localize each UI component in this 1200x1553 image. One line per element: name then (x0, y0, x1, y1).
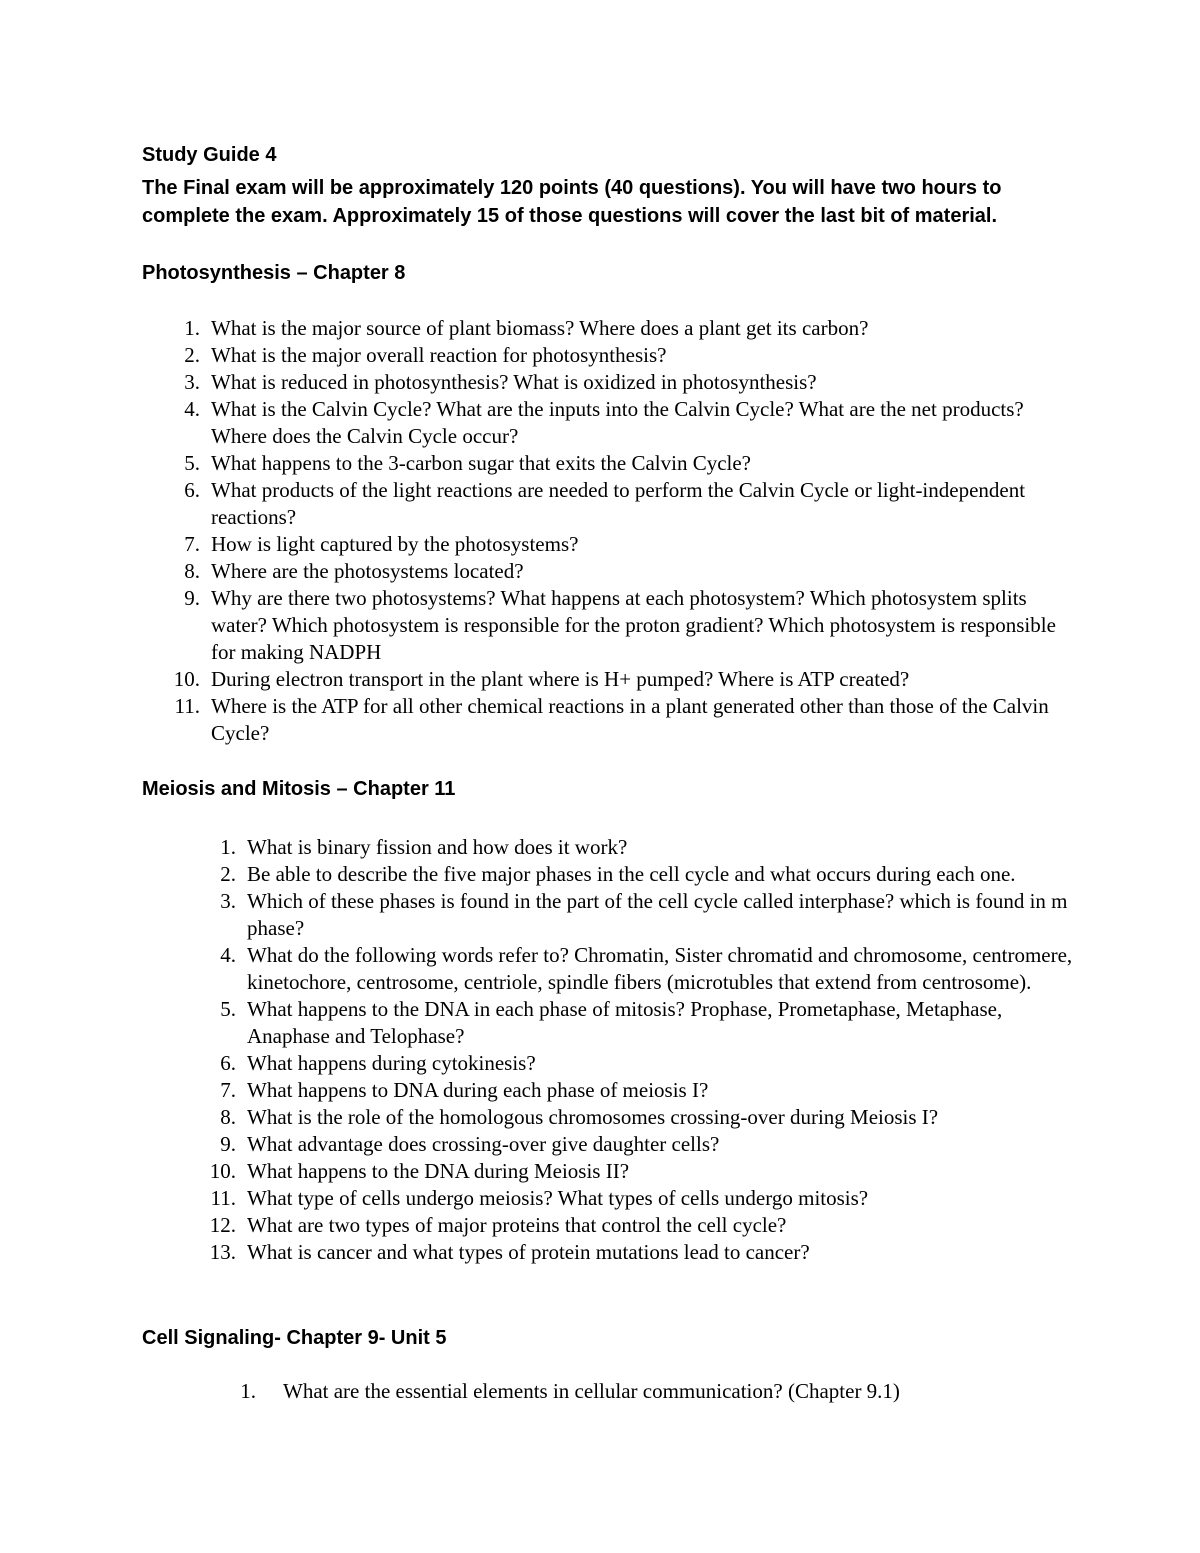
item-number: 5. (220, 997, 236, 1021)
list-item (170, 342, 1070, 369)
list-item (170, 666, 1070, 693)
item-text: What happens to the DNA during Meiosis II? (247, 1159, 630, 1183)
item-number: 1. (184, 316, 200, 340)
item-number: 6. (220, 1051, 236, 1075)
list-item (200, 1239, 1080, 1266)
item-number: 11. (210, 1186, 236, 1210)
list-item (170, 477, 1070, 531)
list-item (200, 996, 1080, 1050)
list-item (230, 1378, 1090, 1405)
list-item (200, 942, 1080, 996)
item-number: 1. (220, 835, 236, 859)
item-text: What is reduced in photosynthesis? What is oxidized in photosynthesis? (211, 370, 817, 394)
item-number: 10. (209, 1159, 236, 1183)
list-item (200, 1212, 1080, 1239)
list-item (170, 585, 1070, 666)
item-text: What is the major overall reaction for photosynthesis? (211, 343, 667, 367)
item-text: What products of the light reactions are needed to perform the Calvin Cycle or light-independent reactions? (211, 478, 1026, 529)
item-number: 8. (184, 559, 200, 583)
list-item (170, 693, 1070, 747)
item-text: What advantage does crossing-over give daughter cells? (247, 1132, 720, 1156)
item-number: 6. (184, 478, 200, 502)
list-item (200, 1104, 1080, 1131)
item-text: What happens to the DNA in each phase of mitosis? Prophase, Prometaphase, Metaphase, Anaphase and Telophase? (247, 997, 1003, 1048)
item-text: What happens to DNA during each phase of meiosis I? (247, 1078, 709, 1102)
list-item (200, 888, 1080, 942)
list-item (200, 1185, 1080, 1212)
list-item (200, 1050, 1080, 1077)
item-text: How is light captured by the photosystems? (211, 532, 579, 556)
section-heading-photosynthesis: Photosynthesis – Chapter 8 (142, 262, 406, 284)
list-item (200, 1158, 1080, 1185)
item-number: 10. (173, 667, 200, 691)
item-text: Where is the ATP for all other chemical reactions in a plant generated other than those of the Calvin Cycle? (211, 694, 1049, 745)
cell-signaling-question-list (230, 1378, 1090, 1405)
list-item (170, 396, 1070, 450)
item-number: 3. (220, 889, 236, 913)
intro-paragraph: The Final exam will be approximately 120 points (40 questions). You will have two hours to complete the exam. Approximately 15 of those questions will cover the last bit of material. (142, 177, 1002, 227)
item-number: 4. (220, 943, 236, 967)
item-number: 5. (184, 451, 200, 475)
item-number: 13. (209, 1240, 236, 1264)
list-item (200, 1131, 1080, 1158)
item-text: What are the essential elements in cellular communication? (Chapter 9.1) (283, 1379, 900, 1403)
item-text: During electron transport in the plant where is H+ pumped? Where is ATP created? (211, 667, 910, 691)
item-text: What happens during cytokinesis? (247, 1051, 536, 1075)
item-text: What type of cells undergo meiosis? What types of cells undergo mitosis? (247, 1186, 869, 1210)
item-number: 3. (184, 370, 200, 394)
item-text: What is the role of the homologous chromosomes crossing-over during Meiosis I? (247, 1105, 939, 1129)
section-heading-meiosis-mitosis: Meiosis and Mitosis – Chapter 11 (142, 778, 456, 800)
list-item (200, 834, 1080, 861)
item-text: What happens to the 3-carbon sugar that exits the Calvin Cycle? (211, 451, 752, 475)
list-item (170, 531, 1070, 558)
item-text: What is binary fission and how does it work? (247, 835, 628, 859)
item-number: 9. (220, 1132, 236, 1156)
item-number: 2. (220, 862, 236, 886)
meiosis-question-list (200, 834, 1080, 1266)
item-number: 11. (174, 694, 200, 718)
item-text: What is the Calvin Cycle? What are the inputs into the Calvin Cycle? What are the net products? Where does the Calvin Cycle occur? (211, 397, 1024, 448)
item-number: 8. (220, 1105, 236, 1129)
item-text: Where are the photosystems located? (211, 559, 524, 583)
photosynthesis-question-list (170, 315, 1070, 747)
item-number: 2. (184, 343, 200, 367)
list-item (170, 450, 1070, 477)
item-text: What are two types of major proteins that control the cell cycle? (247, 1213, 787, 1237)
list-item (170, 315, 1070, 342)
item-text: Why are there two photosystems? What happens at each photosystem? Which photosystem splits water? Which photosystem is responsible for the proton gradient? Which photosystem is responsible for making NADPH (211, 586, 1056, 664)
item-number: 7. (184, 532, 200, 556)
item-number: 12. (209, 1213, 236, 1237)
item-number: 1. (240, 1379, 256, 1403)
item-number: 7. (220, 1078, 236, 1102)
document-title: Study Guide 4 (142, 144, 277, 166)
list-item (170, 369, 1070, 396)
item-number: 4. (184, 397, 200, 421)
list-item (200, 1077, 1080, 1104)
item-text: What is cancer and what types of protein mutations lead to cancer? (247, 1240, 810, 1264)
item-text: Which of these phases is found in the part of the cell cycle called interphase? which is found in m phase? (247, 889, 1068, 940)
item-number: 9. (184, 586, 200, 610)
item-text: What do the following words refer to? Chromatin, Sister chromatid and chromosome, centromere, kinetochore, centrosome, centriole, spindle fibers (microtubles that extend from centrosome). (247, 943, 1073, 994)
list-item (200, 861, 1080, 888)
list-item (170, 558, 1070, 585)
item-text: Be able to describe the five major phases in the cell cycle and what occurs during each one. (247, 862, 1016, 886)
item-text: What is the major source of plant biomass? Where does a plant get its carbon? (211, 316, 869, 340)
section-heading-cell-signaling: Cell Signaling- Chapter 9- Unit 5 (142, 1327, 447, 1349)
